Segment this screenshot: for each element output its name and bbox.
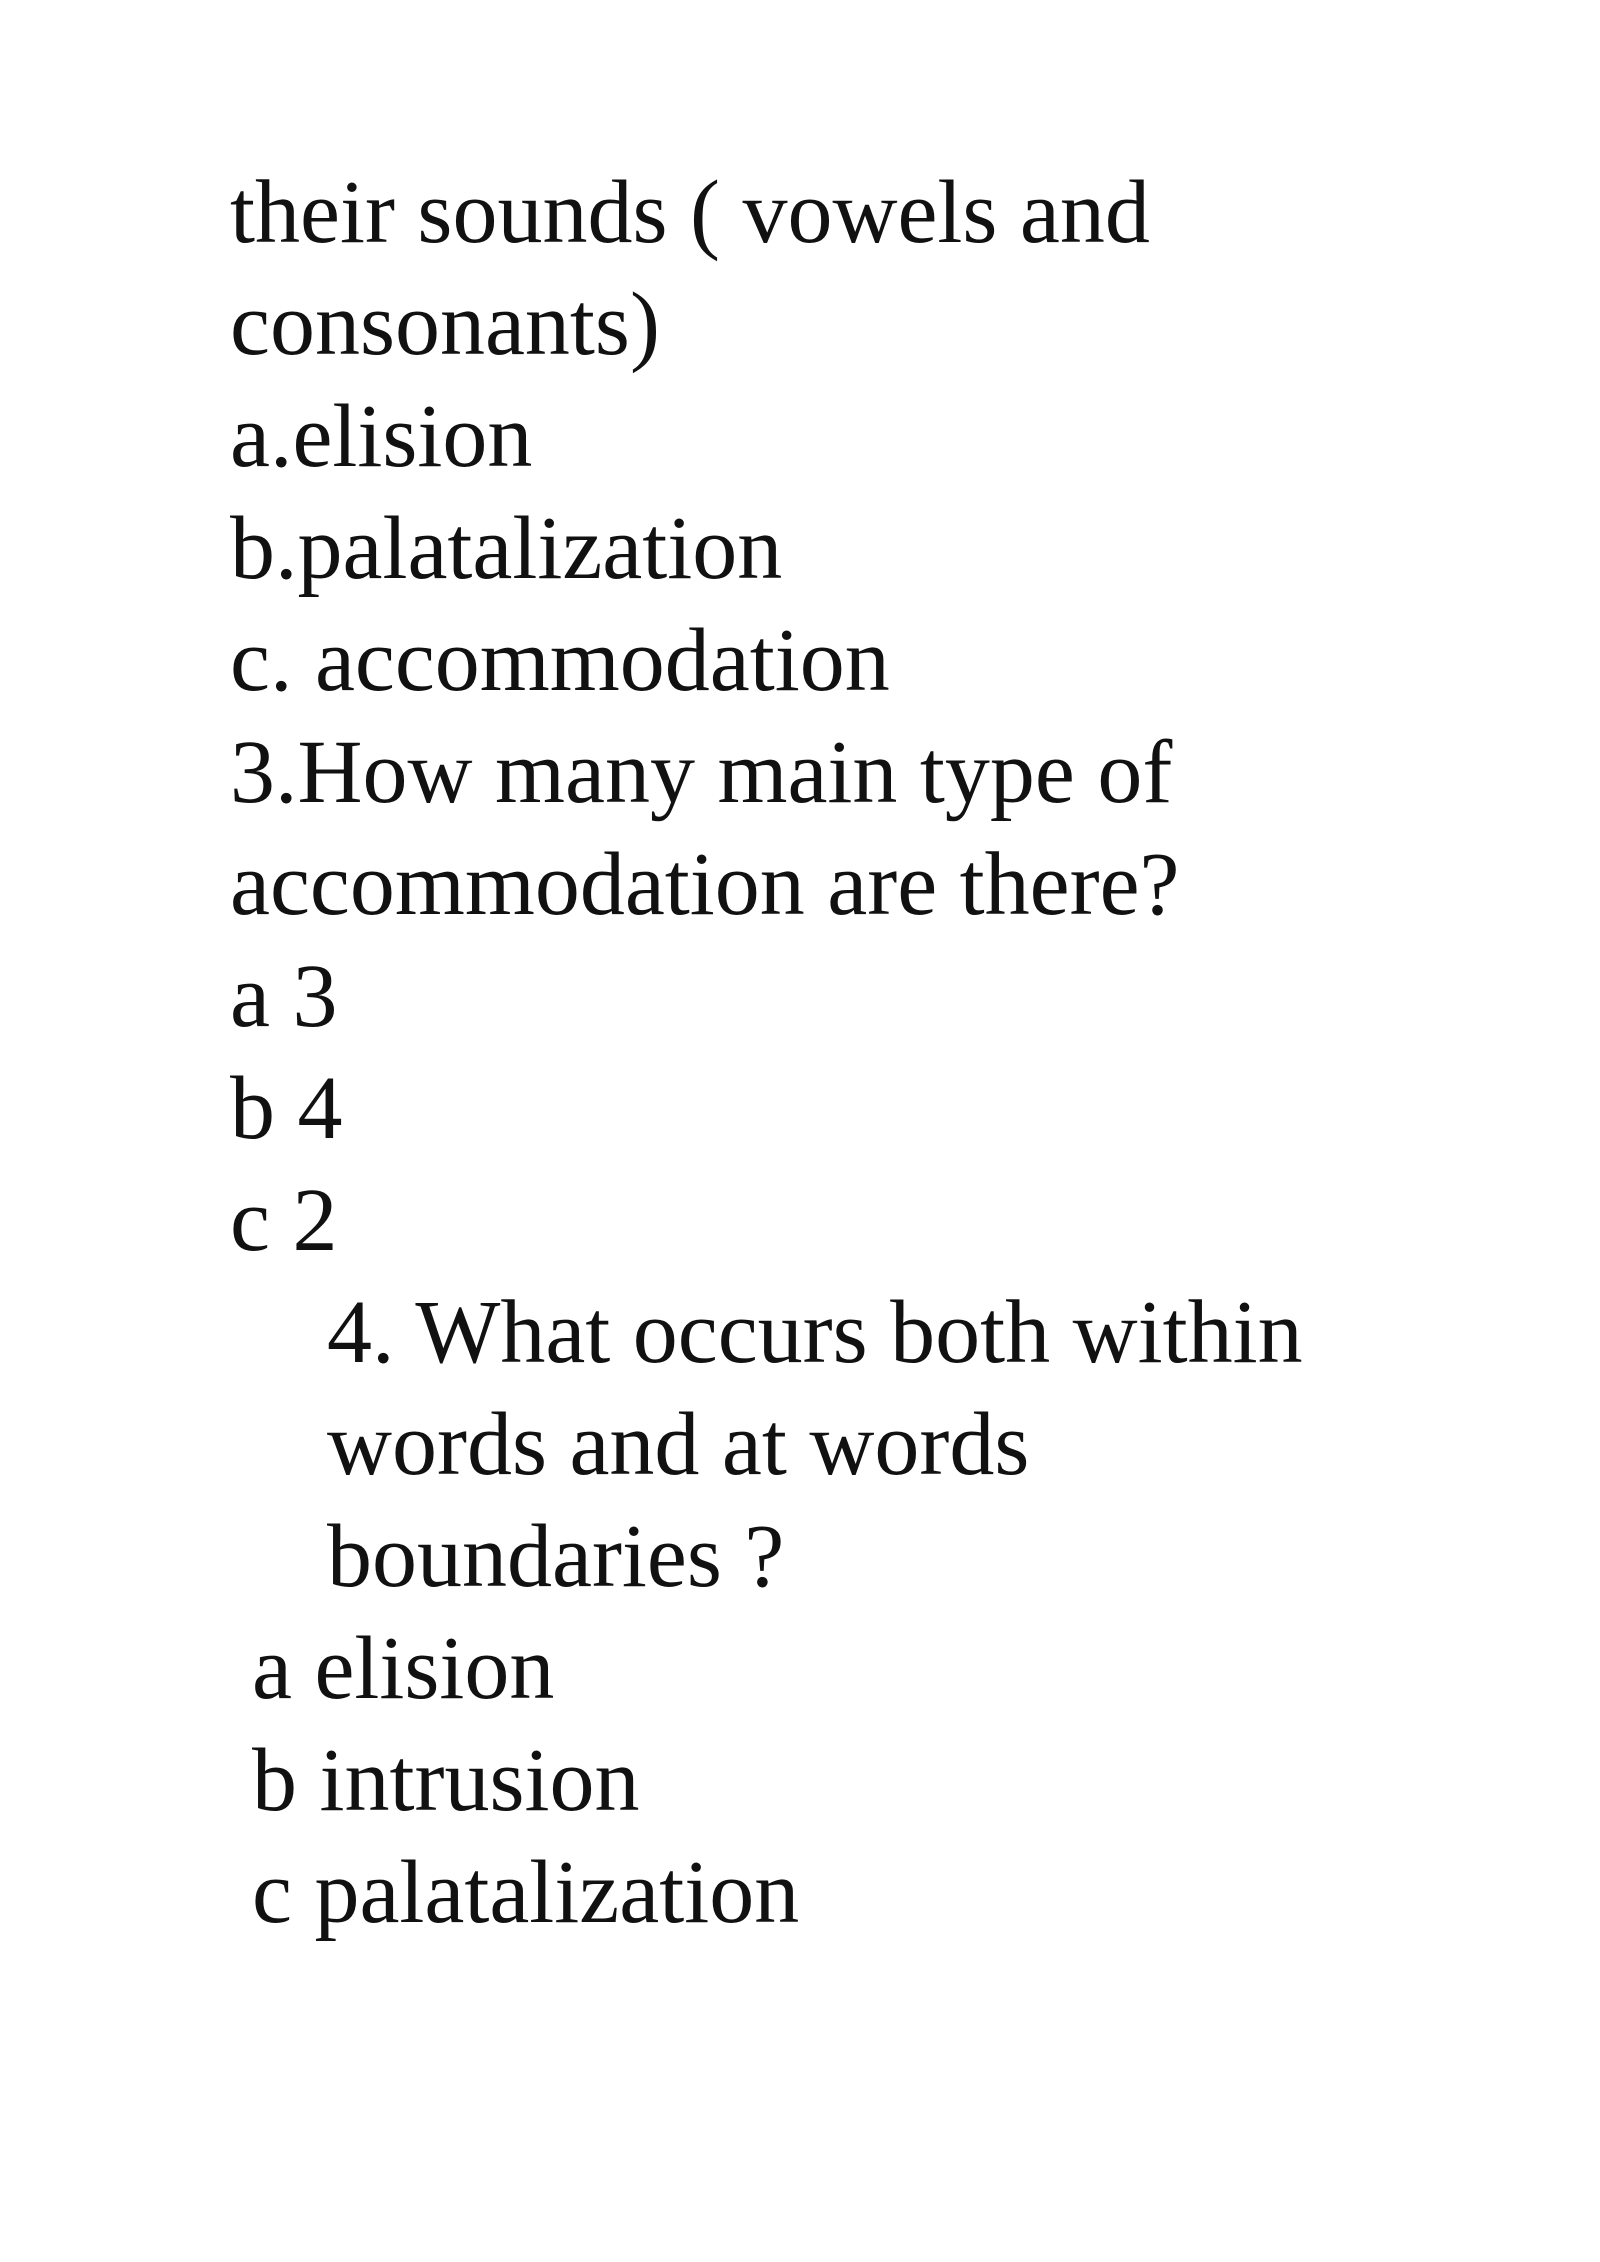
question-2-option-b: b.palatalization xyxy=(230,499,783,598)
question-2-option-a: a.elision xyxy=(230,387,533,486)
question-4-text-line-2: words and at words xyxy=(327,1395,1030,1494)
question-4-text-line-1: 4. What occurs both within xyxy=(327,1283,1303,1382)
question-4-option-a: a elision xyxy=(252,1619,555,1718)
question-3-option-a: a 3 xyxy=(230,947,338,1046)
question-3-option-c: c 2 xyxy=(230,1171,338,1270)
question-4-option-c: c palatalization xyxy=(252,1843,800,1942)
question-3-text-line-2: accommodation are there? xyxy=(230,835,1180,934)
question-4-text-line-3: boundaries ? xyxy=(327,1507,785,1606)
question-3-text-line-1: 3.How many main type of xyxy=(230,723,1173,822)
question-2-text-line-2: consonants) xyxy=(230,275,660,374)
question-3-option-b: b 4 xyxy=(230,1059,343,1158)
question-2-option-c: c. accommodation xyxy=(230,611,890,710)
question-4-option-b: b intrusion xyxy=(252,1731,640,1830)
question-2-text-line-1: their sounds ( vowels and xyxy=(230,163,1150,262)
